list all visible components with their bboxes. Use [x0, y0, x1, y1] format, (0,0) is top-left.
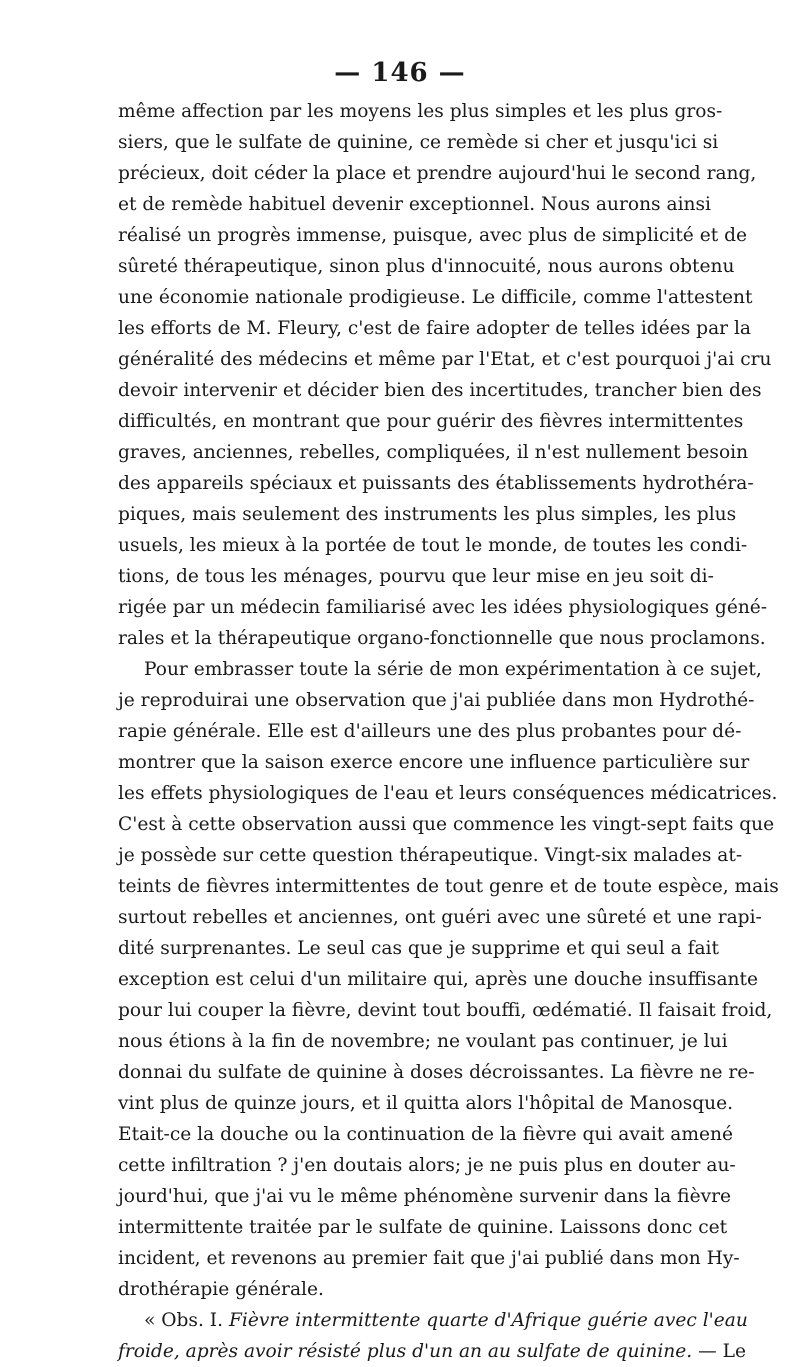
text-line: dité surprenantes. Le seul cas que je supprime et qui seul a fait: [118, 938, 719, 959]
text-line: cette infiltration ? j'en doutais alors; je ne puis plus en douter au-: [118, 1155, 736, 1176]
text-line: une économie nationale prodigieuse. Le difficile, comme l'attestent: [118, 287, 753, 308]
text-line: C'est à cette observation aussi que commence les vingt-sept faits que: [118, 814, 775, 835]
text-line: sûreté thérapeutique, sinon plus d'innocuité, nous aurons obtenu: [118, 256, 735, 277]
text-line: difficultés, en montrant que pour guérir des fièvres intermittentes: [118, 411, 744, 432]
observation-continuation: — Le: [692, 1341, 746, 1362]
observation-title-cont: froide, après avoir résisté plus d'un an au sulfate de quinine.: [118, 1341, 693, 1362]
text-line: jourd'hui, que j'ai vu le même phénomène survenir dans la fièvre: [118, 1186, 731, 1207]
text-line: je possède sur cette question thérapeutique. Vingt-six malades at-: [118, 845, 743, 866]
text-line: généralité des médecins et même par l'Etat, et c'est pourquoi j'ai cru: [118, 349, 772, 370]
text-line: donnai du sulfate de quinine à doses décroissantes. La fièvre ne re-: [118, 1062, 755, 1083]
paragraph-2: [118, 654, 779, 1305]
text-line: et de remède habituel devenir exceptionnel. Nous aurons ainsi: [118, 194, 712, 215]
text-line: incident, et revenons au premier fait que j'ai publié dans mon Hy-: [118, 1248, 740, 1269]
paragraph-3: [118, 1305, 748, 1367]
text-line: rigée par un médecin familiarisé avec les idées physiologiques géné-: [118, 597, 768, 618]
text-line: précieux, doit céder la place et prendre aujourd'hui le second rang,: [118, 163, 757, 184]
text-line: Pour embrasser toute la série de mon expérimentation à ce sujet,: [144, 659, 762, 680]
text-line: devoir intervenir et décider bien des incertitudes, trancher bien des: [118, 380, 762, 401]
text-line: réalisé un progrès immense, puisque, avec plus de simplicité et de: [118, 225, 748, 246]
text-line: graves, anciennes, rebelles, compliquées, il n'est nullement besoin: [118, 442, 749, 463]
observation-heading-line: [118, 1336, 746, 1367]
text-line: piques, mais seulement des instruments les plus simples, les plus: [118, 504, 737, 525]
text-line: drothérapie générale.: [118, 1279, 324, 1300]
text-line: surtout rebelles et anciennes, ont guéri avec une sûreté et une rapi-: [118, 907, 762, 928]
text-line: vint plus de quinze jours, et il quitta alors l'hôpital de Manosque.: [118, 1093, 734, 1114]
text-line: rales et la thérapeutique organo-fonctionnelle que nous proclamons.: [118, 628, 766, 649]
text-line: teints de fièvres intermittentes de tout genre et de toute espèce, mais: [118, 876, 779, 897]
text-line: exception est celui d'un militaire qui, après une douche insuffisante: [118, 969, 758, 990]
observation-heading-line: [118, 1305, 748, 1336]
text-line: des appareils spéciaux et puissants des établissements hydrothéra-: [118, 473, 754, 494]
observation-title: Fièvre intermittente quarte d'Afrique guérie avec l'eau: [228, 1310, 748, 1331]
observation-label: « Obs. I.: [144, 1310, 229, 1331]
text-line: nous étions à la fin de novembre; ne voulant pas continuer, je lui: [118, 1031, 728, 1052]
text-line: tions, de tous les ménages, pourvu que leur mise en jeu soit di-: [118, 566, 714, 587]
text-line: usuels, les mieux à la portée de tout le monde, de toutes les condi-: [118, 535, 748, 556]
page-number: — 146 —: [334, 58, 466, 88]
text-line: siers, que le sulfate de quinine, ce remède si cher et jusqu'ici si: [118, 132, 719, 153]
text-line: les efforts de M. Fleury, c'est de faire adopter de telles idées par la: [118, 318, 751, 339]
body-text: [118, 96, 779, 1367]
text-line: même affection par les moyens les plus simples et les plus gros-: [118, 101, 723, 122]
text-line: je reproduirai une observation que j'ai publiée dans mon Hydrothé-: [118, 690, 755, 711]
text-line: Etait-ce la douche ou la continuation de la fièvre qui avait amené: [118, 1124, 733, 1145]
text-line: les effets physiologiques de l'eau et leurs conséquences médicatrices.: [118, 783, 778, 804]
text-line: pour lui couper la fièvre, devint tout bouffi, œdématié. Il faisait froid,: [118, 1000, 773, 1021]
paragraph-1: [118, 96, 772, 654]
text-line: montrer que la saison exerce encore une influence particulière sur: [118, 752, 750, 773]
text-line: rapie générale. Elle est d'ailleurs une des plus probantes pour dé-: [118, 721, 742, 742]
text-line: intermittente traitée par le sulfate de quinine. Laissons donc cet: [118, 1217, 728, 1238]
